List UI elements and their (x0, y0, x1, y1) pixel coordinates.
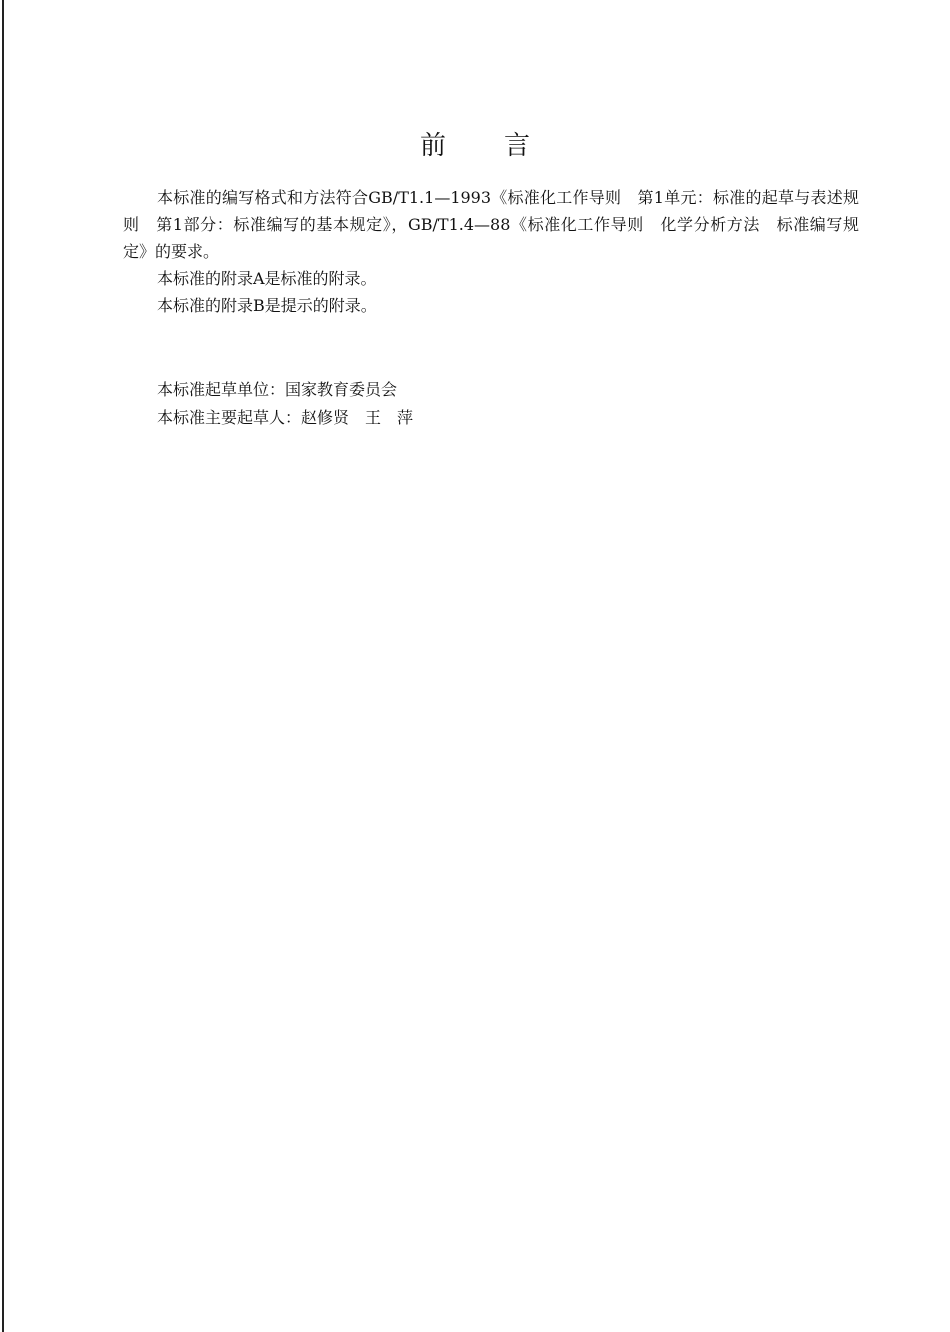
drafters: 本标准主要起草人：赵修贤 王 萍 (157, 408, 414, 427)
foreword-paragraph-appendix-b: 本标准的附录B是提示的附录。 (157, 296, 377, 315)
drafting-unit: 本标准起草单位：国家教育委员会 (157, 380, 398, 399)
page-title: 前言 (419, 131, 588, 161)
foreword-paragraph-standards: 本标准的编写格式和方法符合GB/T1.1—1993《标准化工作导则 第1单元：标准的起草与表述规则 第1部分：标准编写的基本规定》，GB/T1.4—88《标准化工作导则 化学分析方法 标准编写规定》的要求。 (123, 188, 859, 261)
foreword-body (123, 184, 859, 319)
foreword-paragraph-appendix-a: 本标准的附录A是标准的附录。 (157, 269, 377, 288)
page-left-border (2, 0, 4, 1332)
drafting-credits (157, 376, 413, 432)
